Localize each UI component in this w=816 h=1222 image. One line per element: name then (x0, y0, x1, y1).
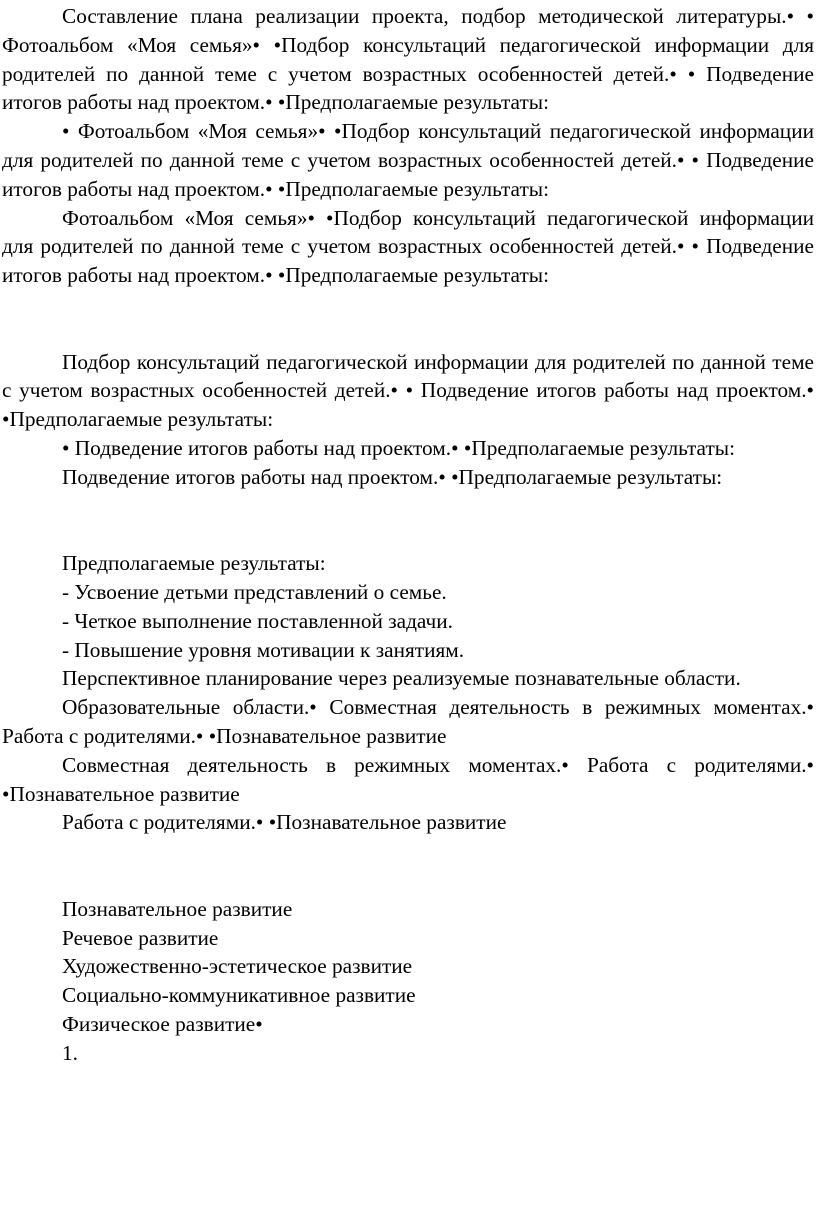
area-list-item: Художественно-эстетическое развитие (62, 954, 413, 979)
blank-space (2, 492, 814, 550)
paragraph: Подбор консультаций педагогической информации для родителей по данной теме с учетом возрастных особенностей детей.• • Подведение итогов работы над проектом.• •Предполагаемые результаты: (2, 349, 814, 432)
paragraph: Образовательные области.• Совместная деятельность в режимных моментах.• Работа с родителями.• •Познавательное развитие (2, 695, 814, 748)
area-list-item: Социально-коммуникативное развитие (62, 983, 416, 1008)
results-list-item: - Усвоение детьми представлений о семье. (62, 579, 447, 604)
area-list-item: Познавательное развитие (62, 896, 293, 921)
list-number: 1. (62, 1040, 78, 1065)
paragraph: Работа с родителями.• •Познавательное развитие (62, 810, 507, 835)
paragraph: Подведение итогов работы над проектом.• •Предполагаемые результаты: (62, 464, 723, 489)
results-heading: Предполагаемые результаты: (62, 551, 326, 576)
blank-space (2, 290, 814, 348)
area-list-item: Речевое развитие (62, 925, 219, 950)
paragraph: Перспективное планирование через реализуемые познавательные области. (62, 666, 741, 691)
results-list-item: - Повышение уровня мотивации к занятиям. (62, 637, 465, 662)
paragraph: • Подведение итогов работы над проектом.• •Предполагаемые результаты: (62, 435, 735, 460)
paragraph: Совместная деятельность в режимных моментах.• Работа с родителями.• •Познавательное развитие (2, 752, 814, 806)
results-list-item: - Четкое выполнение поставленной задачи. (62, 608, 453, 633)
paragraph: Фотоальбом «Моя семья»• •Подбор консультаций педагогической информации для родителей по данной теме с учетом возрастных особенностей детей.• • Подведение итогов работы над проектом.• •Предполагаемые результаты: (2, 205, 814, 288)
area-list-item: Физическое развитие• (62, 1011, 263, 1036)
blank-space (2, 837, 814, 895)
paragraph: Составление плана реализации проекта, подбор методической литературы.• • Фотоальбом «Моя семья»• •Подбор консультаций педагогической информации для родителей по данной теме с учетом возрастных особенностей детей.• • Подведение итогов работы над проектом.• •Предполагаемые результаты: (2, 4, 814, 115)
paragraph: • Фотоальбом «Моя семья»• •Подбор консультаций педагогической информации для родителей по данной теме с учетом возрастных особенностей детей.• • Подведение итогов работы над проектом.• •Предполагаемые результаты: (2, 119, 814, 201)
